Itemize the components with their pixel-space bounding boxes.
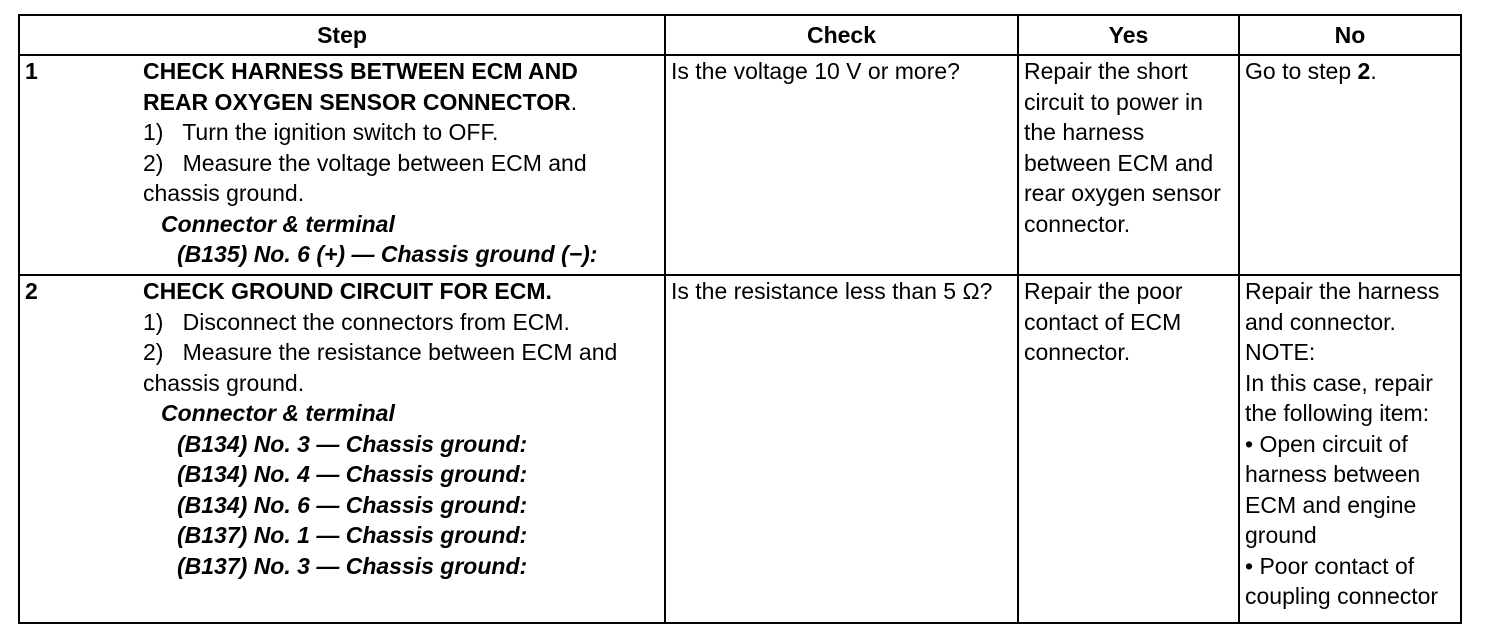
yes-line: connector. [1024, 210, 1131, 237]
connector-terminal: (B134) No. 3 — Chassis ground: [177, 430, 528, 457]
header-yes: Yes [1018, 15, 1239, 55]
step-instruction: chassis ground. [143, 369, 305, 396]
yes-line: contact of ECM [1024, 308, 1182, 335]
no-line: In this case, repair [1245, 369, 1433, 396]
step-title-line: REAR OXYGEN SENSOR CONNECTOR [143, 88, 571, 115]
connector-terminal: (B135) No. 6 (+) — Chassis ground (−): [177, 241, 598, 267]
no-cell [1239, 55, 1461, 275]
step-instruction: chassis ground. [143, 180, 305, 206]
step-instruction: 2) Measure the voltage between ECM and [143, 149, 587, 176]
step-instruction: 2) Measure the resistance between ECM and [143, 339, 618, 365]
diagnostic-table [18, 14, 1462, 624]
yes-line: connector. [1024, 339, 1131, 365]
step-instruction: 1) Disconnect the connectors from ECM. [143, 308, 570, 335]
check-cell [665, 55, 1018, 275]
step-body [143, 276, 659, 581]
no-line: coupling connector [1245, 583, 1439, 609]
no-text: Go to step [1245, 58, 1358, 84]
no-text-end: . [1370, 58, 1377, 84]
yes-line: Repair the poor [1024, 278, 1183, 304]
step-title-line-wrap [143, 87, 659, 118]
no-line: the following item: [1245, 400, 1430, 426]
yes-line: rear oxygen sensor [1024, 180, 1221, 206]
connector-terminal: (B137) No. 1 — Chassis ground: [177, 522, 528, 548]
no-line: harness between [1245, 461, 1421, 487]
step-cell [19, 275, 665, 623]
connector-terminal: (B134) No. 4 — Chassis ground: [177, 461, 528, 487]
no-line: and connector. [1245, 308, 1396, 335]
step-body [143, 56, 659, 270]
no-line: ECM and engine [1245, 491, 1417, 518]
step-title-end: . [570, 88, 578, 115]
header-step: Step [19, 15, 665, 55]
step-title-line: CHECK HARNESS BETWEEN ECM AND [143, 58, 578, 84]
connector-terminal: (B137) No. 3 — Chassis ground: [177, 552, 528, 579]
check-question: Is the voltage 10 V or more? [671, 58, 960, 84]
step-title-line: CHECK GROUND CIRCUIT FOR ECM. [143, 278, 552, 304]
step-reference: 2 [1357, 58, 1371, 84]
bullet-item: • Open circuit of [1245, 430, 1408, 457]
no-line: ground [1245, 522, 1317, 548]
note-label: NOTE: [1245, 339, 1316, 365]
connector-terminal: (B134) No. 6 — Chassis ground: [177, 491, 528, 518]
bullet-item: • Poor contact of [1245, 552, 1415, 579]
yes-line: between ECM and [1024, 149, 1214, 176]
yes-line: circuit to power in [1024, 88, 1203, 115]
connector-heading: Connector & terminal [161, 210, 395, 237]
header-no: No [1239, 15, 1461, 55]
header-row [19, 15, 1461, 55]
yes-cell [1018, 55, 1239, 275]
step-instruction: 1) Turn the ignition switch to OFF. [143, 119, 499, 145]
header-check: Check [665, 15, 1018, 55]
yes-line: Repair the short [1024, 58, 1188, 84]
table-row [19, 275, 1461, 623]
yes-cell [1018, 275, 1239, 623]
check-cell [665, 275, 1018, 623]
connector-heading: Connector & terminal [161, 400, 395, 426]
step-cell [19, 55, 665, 275]
no-cell [1239, 275, 1461, 623]
step-number: 1 [25, 58, 38, 84]
table-row [19, 55, 1461, 275]
step-number: 2 [25, 278, 38, 304]
no-line: Repair the harness [1245, 278, 1440, 304]
check-question: Is the resistance less than 5 Ω? [671, 278, 993, 304]
yes-line: the harness [1024, 119, 1145, 145]
